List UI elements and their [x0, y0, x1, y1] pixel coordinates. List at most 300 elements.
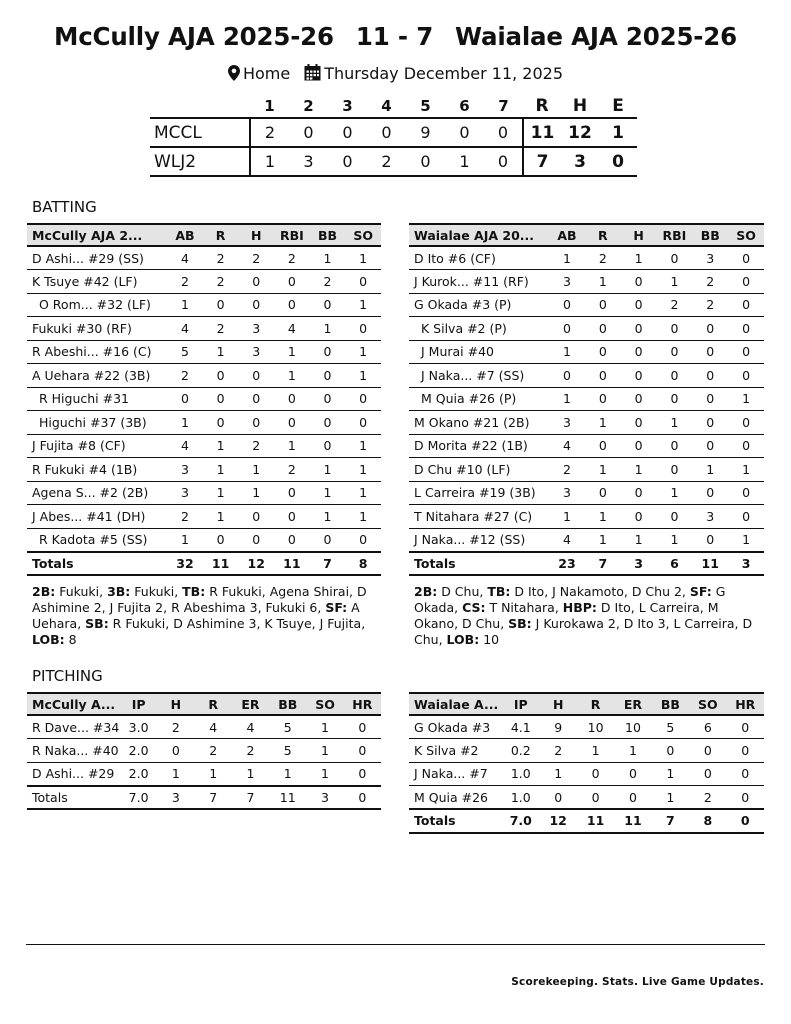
total-cell: 3 [306, 786, 343, 810]
stat-cell: 1 [238, 481, 274, 505]
errors-total: 1 [599, 118, 637, 147]
errors-header: E [612, 95, 624, 116]
stat-cell: 0 [238, 364, 274, 388]
player-name: D Morita #22 (1B) [409, 434, 549, 458]
stat-cell: 0 [585, 317, 621, 341]
batting-row [27, 528, 381, 552]
stat-cell: 1 [238, 458, 274, 482]
stat-cell: 0 [238, 293, 274, 317]
hits-total: 12 [561, 118, 599, 147]
stat-column-header: RBI [274, 224, 310, 246]
stat-cell: 1 [621, 246, 657, 270]
stat-cell: 1 [167, 293, 203, 317]
away-pitching-table [27, 692, 381, 810]
home-pitching-table [409, 692, 764, 834]
stat-cell: 0 [274, 481, 310, 505]
pitching-header-row [409, 693, 764, 715]
stat-cell: 0 [274, 387, 310, 411]
stat-cell: 0 [274, 528, 310, 552]
stat-cell: 0 [310, 387, 346, 411]
player-name: Fukuki #30 (RF) [27, 317, 167, 341]
errors-total: 0 [599, 147, 637, 176]
total-cell: 7 [310, 552, 346, 576]
stat-cell: 2 [692, 270, 728, 294]
stat-column-header: BB [652, 693, 689, 715]
total-cell: 12 [539, 809, 576, 833]
stat-cell: 0 [728, 481, 764, 505]
stat-cell: 1 [345, 246, 381, 270]
stat-column-header: RBI [657, 224, 693, 246]
stat-cell: 0 [621, 387, 657, 411]
inning-header: 3 [342, 96, 353, 115]
batting-row [409, 481, 764, 505]
stat-cell: 0 [689, 739, 726, 763]
stat-cell: 0 [692, 340, 728, 364]
runs-header: R [535, 95, 549, 116]
player-name: M Quia #26 [409, 786, 502, 810]
stat-column-header: H [539, 693, 576, 715]
player-name: G Okada #3 [409, 715, 502, 739]
stat-cell: 0 [621, 434, 657, 458]
stat-cell: 4 [167, 434, 203, 458]
inning-score: 3 [289, 147, 328, 176]
stat-cell: 0 [657, 317, 693, 341]
player-name: A Uehara #22 (3B) [27, 364, 167, 388]
batting-row [27, 458, 381, 482]
stat-cell: 0 [585, 387, 621, 411]
batting-row [409, 293, 764, 317]
stat-cell: 1 [692, 458, 728, 482]
note-label: SB: [508, 616, 532, 631]
stat-cell: 1 [203, 481, 239, 505]
stat-cell: 2 [692, 293, 728, 317]
total-cell: 23 [549, 552, 585, 576]
note-label: SF: [689, 584, 712, 599]
stat-cell: 1 [728, 528, 764, 552]
stat-column-header: R [585, 224, 621, 246]
stat-cell: 0 [621, 364, 657, 388]
stat-cell: 1 [310, 505, 346, 529]
stat-cell: 0 [621, 411, 657, 435]
stat-cell: 1 [203, 434, 239, 458]
stat-cell: 0 [585, 293, 621, 317]
stat-cell: 5 [167, 340, 203, 364]
stat-cell: 3 [238, 317, 274, 341]
batting-row [409, 434, 764, 458]
stat-cell: 0 [727, 762, 765, 786]
stat-cell: 0 [345, 270, 381, 294]
footer-tagline: Scorekeeping. Stats. Live Game Updates. [511, 976, 764, 988]
total-cell: 7.0 [502, 809, 539, 833]
stat-cell: 0 [238, 270, 274, 294]
stat-cell: 0 [203, 528, 239, 552]
batting-row [27, 411, 381, 435]
stat-cell: 0 [614, 786, 651, 810]
away-batting-notes [32, 584, 384, 648]
stat-cell: 0 [728, 505, 764, 529]
stat-cell: 1.0 [502, 786, 539, 810]
stat-cell: 0 [728, 411, 764, 435]
stat-cell: 1 [167, 411, 203, 435]
player-name: R Fukuki #4 (1B) [27, 458, 167, 482]
inning-score: 1 [250, 147, 289, 176]
inning-header: 2 [303, 96, 314, 115]
batting-row [409, 270, 764, 294]
total-cell: 7 [652, 809, 689, 833]
stat-column-header: R [195, 693, 232, 715]
total-cell: 7 [195, 786, 232, 810]
stat-cell: 0 [657, 340, 693, 364]
stat-cell: 2 [238, 246, 274, 270]
stat-cell: 0 [728, 434, 764, 458]
pitching-header-row [27, 693, 381, 715]
note-text: 8 [64, 632, 77, 647]
stat-cell: 0 [692, 434, 728, 458]
stat-cell: 1 [657, 481, 693, 505]
stat-cell: 1 [345, 434, 381, 458]
stat-cell: 3 [167, 458, 203, 482]
batting-row [27, 434, 381, 458]
note-text: Fukuki, [130, 584, 183, 599]
inning-header: 5 [420, 96, 431, 115]
hits-total: 3 [561, 147, 599, 176]
stat-cell: 2 [167, 364, 203, 388]
batting-row [27, 317, 381, 341]
total-cell: 11 [269, 786, 306, 810]
stat-cell: 1 [585, 528, 621, 552]
stat-cell: 5 [269, 739, 306, 763]
note-text: J Kurokawa 2, D Ito 3, L Carreira, D Chu, [414, 616, 753, 647]
game-info [0, 64, 791, 85]
total-cell: 0 [344, 786, 381, 810]
stat-cell: 0 [692, 528, 728, 552]
stat-cell: 1 [585, 270, 621, 294]
stat-cell: 2 [232, 739, 269, 763]
batting-section-title: BATTING [32, 198, 97, 216]
stat-cell: 10 [614, 715, 651, 739]
player-name: O Rom... #32 (LF) [27, 293, 167, 317]
inning-score: 2 [367, 147, 406, 176]
pitching-totals-row [27, 786, 381, 810]
stat-cell: 0 [345, 317, 381, 341]
stat-cell: 2.0 [120, 739, 157, 763]
stat-cell: 0 [692, 481, 728, 505]
stat-column-header: BB [310, 224, 346, 246]
game-location: Home [242, 64, 291, 83]
stat-cell: 0 [728, 340, 764, 364]
stat-cell: 0 [692, 411, 728, 435]
player-name: R Higuchi #31 [27, 387, 167, 411]
home-team-name: Waialae AJA 2025-26 [455, 22, 737, 51]
stat-column-header: SO [689, 693, 726, 715]
player-name: D Chu #10 (LF) [409, 458, 549, 482]
inning-score: 0 [367, 118, 406, 147]
stat-cell: 1 [310, 317, 346, 341]
stat-column-header: ER [232, 693, 269, 715]
stat-cell: 0 [585, 364, 621, 388]
stat-cell: 0 [585, 481, 621, 505]
batting-row [27, 505, 381, 529]
stat-cell: 2 [274, 458, 310, 482]
stat-cell: 0 [344, 762, 381, 786]
stat-column-header: HR [727, 693, 765, 715]
away-team-name: McCully AJA 2025-26 [54, 22, 334, 51]
team-abbr: MCCL [150, 118, 250, 147]
map-pin-icon [228, 65, 240, 85]
batting-totals-row [27, 552, 381, 576]
stat-cell: 0 [727, 715, 765, 739]
player-name: R Kadota #5 (SS) [27, 528, 167, 552]
stat-cell: 2 [274, 246, 310, 270]
stat-cell: 1 [167, 528, 203, 552]
player-name: Agena S... #2 (2B) [27, 481, 167, 505]
inning-header: 1 [264, 96, 275, 115]
stat-cell: 1 [274, 340, 310, 364]
player-name: K Silva #2 (P) [409, 317, 549, 341]
player-name: J Kurok... #11 (RF) [409, 270, 549, 294]
stat-cell: 1.0 [502, 762, 539, 786]
linescore-row [150, 147, 637, 176]
home-batting-notes [414, 584, 766, 648]
stat-cell: 1 [549, 505, 585, 529]
stat-cell: 0 [657, 387, 693, 411]
stat-cell: 0 [621, 505, 657, 529]
stat-cell: 1 [621, 458, 657, 482]
stat-column-header: R [203, 224, 239, 246]
note-label: TB: [182, 584, 206, 599]
stat-cell: 1 [232, 762, 269, 786]
stat-cell: 2 [167, 505, 203, 529]
note-text: Fukuki, [55, 584, 108, 599]
note-label: CS: [462, 600, 486, 615]
stat-cell: 0 [203, 387, 239, 411]
player-name: L Carreira #19 (3B) [409, 481, 549, 505]
stat-cell: 1 [728, 458, 764, 482]
linescore-row [150, 118, 637, 147]
stat-column-header: ER [614, 693, 651, 715]
runs-total: 7 [523, 147, 561, 176]
player-name: T Nitahara #27 (C) [409, 505, 549, 529]
player-name: K Tsuye #42 (LF) [27, 270, 167, 294]
stat-cell: 0 [621, 340, 657, 364]
pitching-row [409, 762, 764, 786]
stat-column-header: SO [728, 224, 764, 246]
stat-cell: 1 [310, 458, 346, 482]
stat-cell: 1 [621, 528, 657, 552]
player-name: D Ito #6 (CF) [409, 246, 549, 270]
note-text: R Fukuki, D Ashimine 3, K Tsuye, J Fujita, [108, 616, 366, 631]
stat-cell: 0 [549, 317, 585, 341]
total-cell: 0 [727, 809, 765, 833]
stat-column-header: H [238, 224, 274, 246]
player-name: R Naka... #40 [27, 739, 120, 763]
note-label: 3B: [107, 584, 131, 599]
game-title [0, 22, 791, 51]
total-cell: 8 [689, 809, 726, 833]
stat-cell: 5 [652, 715, 689, 739]
note-label: SB: [85, 616, 109, 631]
note-text: A Uehara, [32, 600, 360, 631]
inning-header: 6 [459, 96, 470, 115]
stat-cell: 2 [203, 270, 239, 294]
footer-divider [26, 944, 765, 945]
stat-cell: 1 [310, 481, 346, 505]
stat-cell: 3 [167, 481, 203, 505]
stat-cell: 1 [345, 364, 381, 388]
stat-cell: 0 [727, 786, 765, 810]
note-label: 2B: [414, 584, 438, 599]
pitching-row [409, 739, 764, 763]
stat-cell: 1 [306, 739, 343, 763]
stat-cell: 0 [238, 505, 274, 529]
stat-cell: 6 [689, 715, 726, 739]
team-name-header: McCully A... [27, 693, 120, 715]
stat-cell: 1 [274, 364, 310, 388]
stat-cell: 0 [539, 786, 576, 810]
stat-cell: 0 [274, 411, 310, 435]
linescore-table [150, 94, 637, 177]
note-label: 2B: [32, 584, 56, 599]
stat-column-header: HR [344, 693, 381, 715]
stat-cell: 0 [577, 786, 614, 810]
stat-column-header: IP [120, 693, 157, 715]
note-text: D Chu, [437, 584, 488, 599]
stat-cell: 2 [310, 270, 346, 294]
stat-cell: 0 [310, 293, 346, 317]
game-date: Thursday December 11, 2025 [324, 64, 564, 83]
stat-cell: 0 [203, 411, 239, 435]
stat-cell: 3 [549, 270, 585, 294]
stat-cell: 3 [692, 246, 728, 270]
stat-cell: 1 [203, 505, 239, 529]
player-name: J Naka... #12 (SS) [409, 528, 549, 552]
batting-row [409, 505, 764, 529]
stat-cell: 2 [539, 739, 576, 763]
stat-cell: 1 [345, 458, 381, 482]
stat-cell: 1 [614, 739, 651, 763]
stat-cell: 0 [621, 317, 657, 341]
stat-cell: 1 [306, 715, 343, 739]
pitching-row [409, 786, 764, 810]
note-text: D Ito, J Nakamoto, D Chu 2, [510, 584, 690, 599]
batting-row [27, 293, 381, 317]
stat-cell: 0 [203, 293, 239, 317]
stat-cell: 0 [728, 270, 764, 294]
stat-cell: 1 [549, 246, 585, 270]
inning-score: 0 [406, 147, 445, 176]
stat-cell: 1 [652, 762, 689, 786]
stat-cell: 0 [344, 715, 381, 739]
inning-score: 1 [445, 147, 484, 176]
stat-cell: 1 [345, 293, 381, 317]
stat-cell: 2 [157, 715, 194, 739]
inning-score: 0 [289, 118, 328, 147]
stat-cell: 1 [657, 528, 693, 552]
stat-cell: 1 [203, 340, 239, 364]
stat-cell: 0 [310, 364, 346, 388]
stat-cell: 1 [728, 387, 764, 411]
stat-column-header: AB [549, 224, 585, 246]
stat-cell: 1 [549, 340, 585, 364]
stat-cell: 0 [728, 246, 764, 270]
stat-cell: 4 [167, 317, 203, 341]
stat-cell: 0 [657, 246, 693, 270]
stat-cell: 1 [345, 481, 381, 505]
total-cell: 11 [577, 809, 614, 833]
stat-cell: 0.2 [502, 739, 539, 763]
player-name: K Silva #2 [409, 739, 502, 763]
batting-row [409, 246, 764, 270]
inning-score: 0 [328, 118, 367, 147]
total-cell: 7 [232, 786, 269, 810]
batting-totals-row [409, 552, 764, 576]
pitching-row [27, 715, 381, 739]
stat-cell: 0 [157, 739, 194, 763]
pitching-row [27, 762, 381, 786]
stat-cell: 0 [345, 411, 381, 435]
inning-score: 9 [406, 118, 445, 147]
stat-cell: 4 [549, 434, 585, 458]
stat-cell: 0 [203, 364, 239, 388]
calendar-icon [304, 64, 321, 85]
stat-cell: 1 [157, 762, 194, 786]
stat-column-header: SO [306, 693, 343, 715]
batting-row [409, 364, 764, 388]
stat-cell: 4 [232, 715, 269, 739]
player-name: J Naka... #7 [409, 762, 502, 786]
stat-cell: 0 [621, 481, 657, 505]
batting-row [409, 528, 764, 552]
player-name: R Abeshi... #16 (C) [27, 340, 167, 364]
stat-cell: 0 [652, 739, 689, 763]
stat-cell: 2 [585, 246, 621, 270]
player-name: G Okada #3 (P) [409, 293, 549, 317]
team-name-header: Waialae A... [409, 693, 502, 715]
final-score: 11 - 7 [355, 22, 434, 51]
stat-cell: 0 [692, 387, 728, 411]
stat-column-header: H [157, 693, 194, 715]
stat-cell: 2 [167, 270, 203, 294]
stat-cell: 9 [539, 715, 576, 739]
stat-cell: 0 [728, 317, 764, 341]
stat-cell: 0 [585, 434, 621, 458]
note-label: HBP: [562, 600, 597, 615]
stat-cell: 2 [238, 434, 274, 458]
stat-cell: 0 [310, 411, 346, 435]
player-name: J Abes... #41 (DH) [27, 505, 167, 529]
stat-cell: 0 [621, 270, 657, 294]
note-label: SF: [325, 600, 348, 615]
stat-cell: 0 [621, 293, 657, 317]
inning-score: 0 [445, 118, 484, 147]
stat-cell: 4.1 [502, 715, 539, 739]
inning-header: 4 [381, 96, 392, 115]
stat-cell: 0 [344, 739, 381, 763]
player-name: Higuchi #37 (3B) [27, 411, 167, 435]
stat-cell: 3 [692, 505, 728, 529]
batting-row [27, 340, 381, 364]
stat-cell: 0 [345, 528, 381, 552]
stat-cell: 10 [577, 715, 614, 739]
stat-column-header: IP [502, 693, 539, 715]
stat-cell: 5 [269, 715, 306, 739]
pitching-section-title: PITCHING [32, 667, 103, 685]
batting-row [27, 364, 381, 388]
stat-cell: 0 [310, 434, 346, 458]
player-name: J Naka... #7 (SS) [409, 364, 549, 388]
stat-column-header: SO [345, 224, 381, 246]
stat-cell: 1 [539, 762, 576, 786]
